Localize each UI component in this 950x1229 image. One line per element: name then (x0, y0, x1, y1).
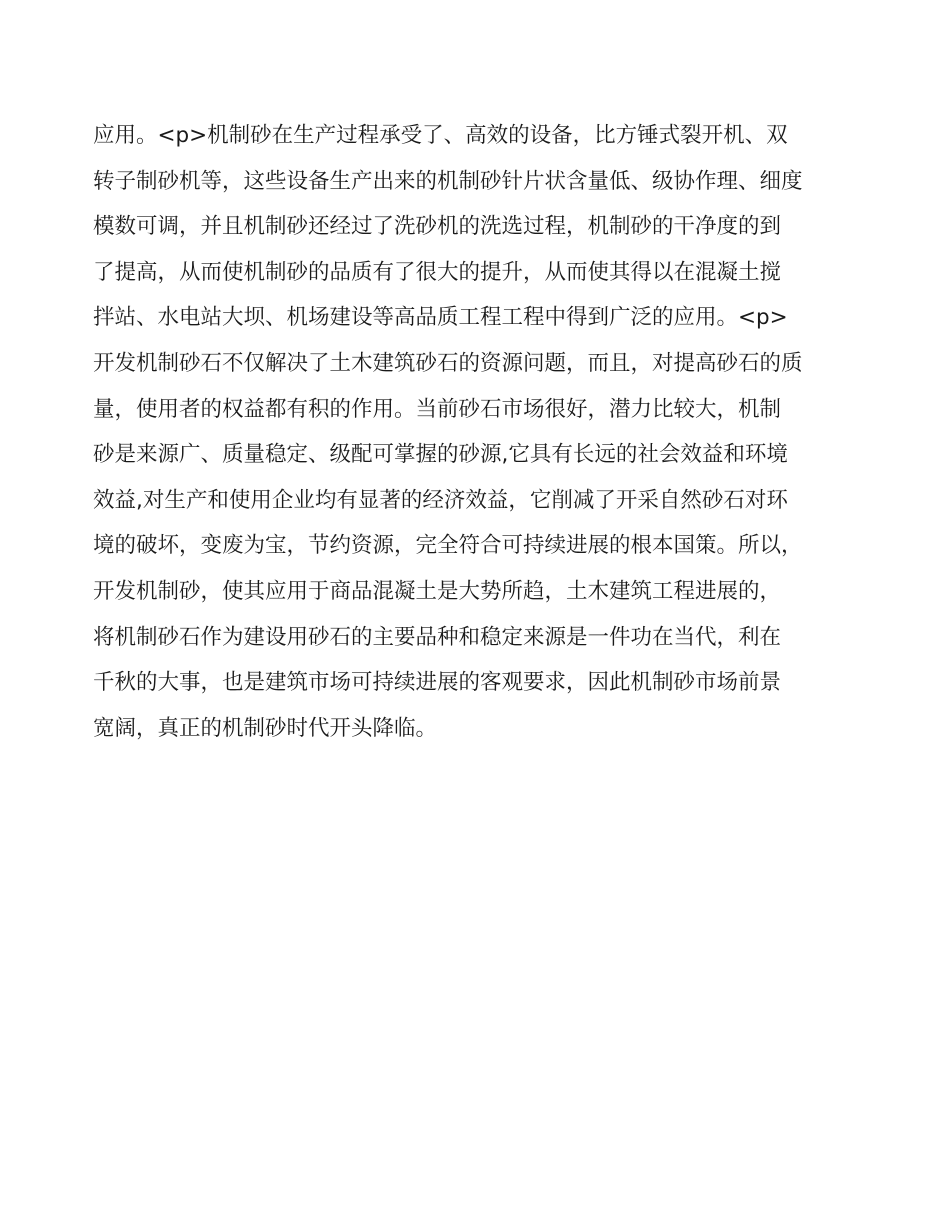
text-line: 开发机制砂，使其应用于商品混凝土是大势所趋，土木建筑工程进展的， (93, 578, 782, 604)
text-line: 应用。<p>机制砂在生产过程承受了、高效的设备，比方锤式裂开机、双 (93, 123, 788, 148)
text-line: 转子制砂机等，这些设备生产出来的机制砂针片状含量低、级协作理、细度 (93, 168, 803, 194)
text-line: 模数可调，并且机制砂还经过了洗砂机的洗选过程，机制砂的干净度的到 (93, 214, 782, 240)
text-line: 宽阔，真正的机制砂时代开头降临。 (93, 715, 438, 741)
text-line: 将机制砂石作为建设用砂石的主要品种和稳定来源是一件功在当代，利在 (93, 624, 782, 650)
text-line: 开发机制砂石不仅解决了土木建筑砂石的资源问题，而且，对提高砂石的质 (93, 350, 803, 376)
text-line: 境的破坏，变废为宝，节约资源，完全符合可持续进展的根本国策。所以， (93, 533, 803, 559)
text-line: 了提高，从而使机制砂的品质有了很大的提升，从而使其得以在混凝土搅 (93, 259, 782, 285)
text-line: 拌站、水电站大坝、机场建设等高品质工程工程中得到广泛的应用。<p> (93, 305, 788, 331)
text-line: 千秋的大事，也是建筑市场可持续进展的客观要求，因此机制砂市场前景 (93, 670, 782, 696)
text-line: 效益,对生产和使用企业均有显著的经济效益，它削减了开采自然砂石对环 (93, 487, 788, 513)
text-line: 量，使用者的权益都有积的作用。当前砂石市场很好，潜力比较大，机制 (93, 396, 782, 422)
body-text (93, 113, 883, 751)
text-line: 砂是来源广、质量稳定、级配可掌握的砂源,它具有长远的社会效益和环境 (93, 442, 788, 468)
